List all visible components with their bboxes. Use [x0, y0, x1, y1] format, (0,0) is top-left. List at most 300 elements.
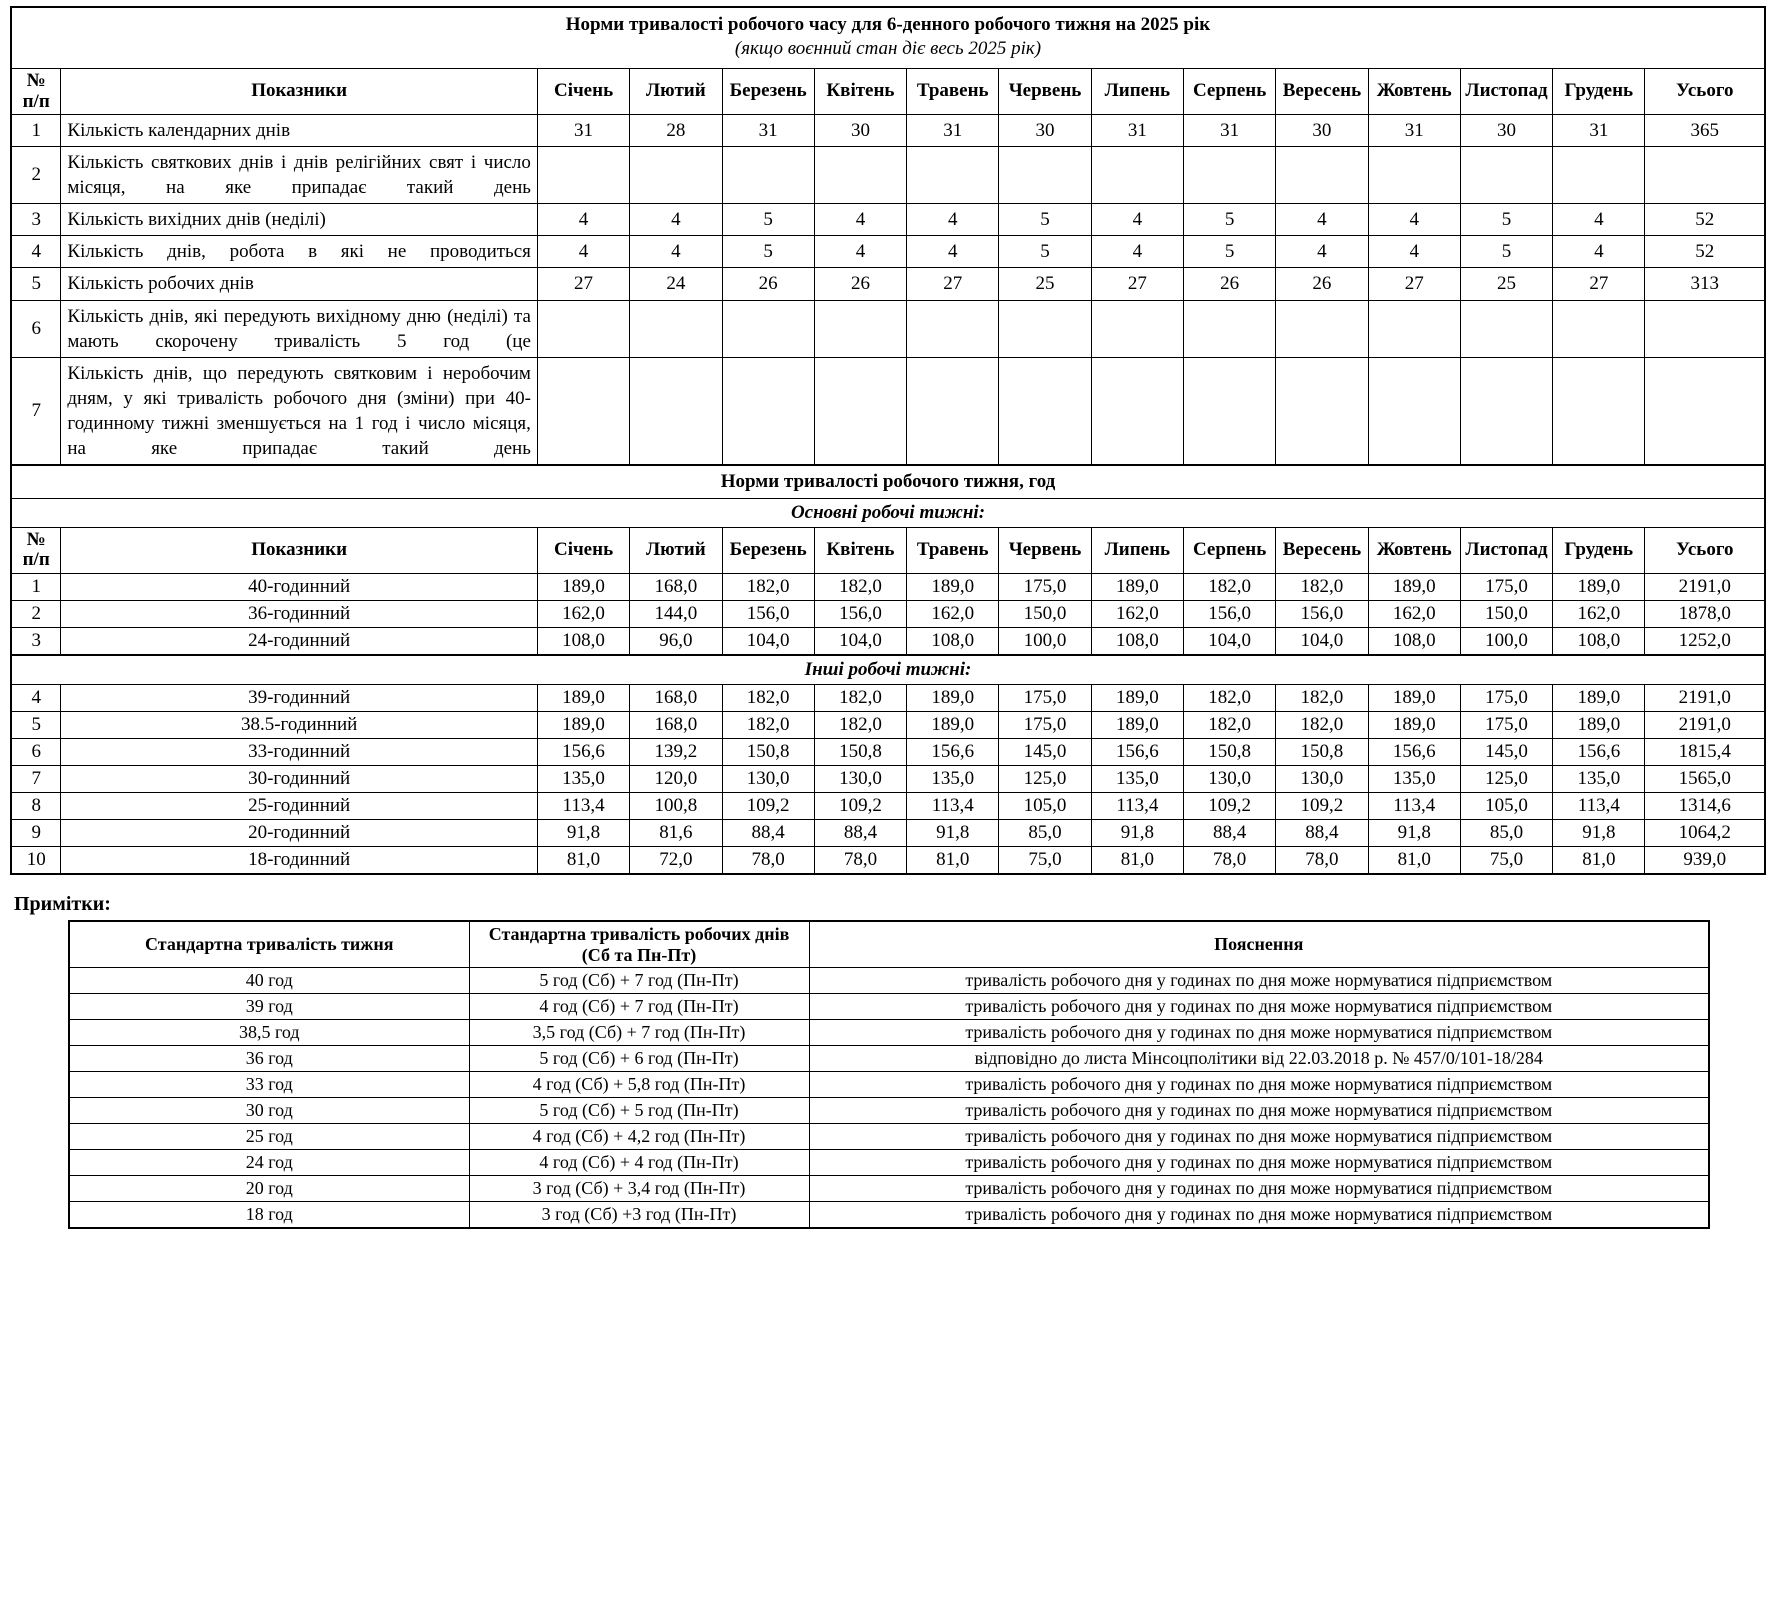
table2-cell-month-2: 144,0 [630, 601, 722, 628]
table2-cell-month-11: 75,0 [1460, 847, 1552, 875]
table1-cell-month-10: 31 [1368, 115, 1460, 147]
table2-cell-month-12: 81,0 [1553, 847, 1645, 875]
notes-table [68, 920, 1710, 1229]
table2-row-indicator: 30-годинний [61, 766, 538, 793]
table2-cell-month-9: 130,0 [1276, 766, 1368, 793]
notes-explanation: відповідно до листа Мінсоцполітики від 22.03.2018 р. № 457/0/101-18/284 [809, 1046, 1709, 1072]
notes-day-length: 3 год (Сб) +3 год (Пн-Пт) [469, 1202, 809, 1229]
table2-cell-month-9: 78,0 [1276, 847, 1368, 875]
table-row [11, 115, 1765, 147]
table2-cell-month-12: 113,4 [1553, 793, 1645, 820]
table2-cell-month-1: 113,4 [537, 793, 629, 820]
table1-cell-month-10: 4 [1368, 236, 1460, 268]
table-row [11, 766, 1765, 793]
table1-cell-month-11: 5 [1460, 236, 1552, 268]
table2-cell-total: 2191,0 [1645, 574, 1765, 601]
table2-cell-month-8: 182,0 [1183, 685, 1275, 712]
notes-week-length: 25 год [69, 1124, 469, 1150]
notes-week-length: 33 год [69, 1072, 469, 1098]
table2-cell-month-12: 91,8 [1553, 820, 1645, 847]
table1-cell-month-9 [1276, 300, 1368, 357]
table2-cell-month-8: 182,0 [1183, 574, 1275, 601]
notes-week-length: 20 год [69, 1176, 469, 1202]
table2-cell-month-7: 189,0 [1091, 574, 1183, 601]
table2-cell-month-10: 189,0 [1368, 712, 1460, 739]
table2-row-num: 2 [11, 601, 61, 628]
section-title-row [11, 465, 1765, 499]
table2-cell-month-8: 109,2 [1183, 793, 1275, 820]
table1-cell-month-8: 31 [1183, 115, 1275, 147]
table2-cell-month-3: 182,0 [722, 574, 814, 601]
table2-cell-total: 1878,0 [1645, 601, 1765, 628]
table2-cell-month-3: 182,0 [722, 685, 814, 712]
notes-explanation: тривалість робочого дня у годинах по дня може нормуватися підприємством [809, 1202, 1709, 1229]
table2-cell-month-10: 135,0 [1368, 766, 1460, 793]
table1-row-num: 6 [11, 300, 61, 357]
notes-explanation: тривалість робочого дня у годинах по дня може нормуватися підприємством [809, 1150, 1709, 1176]
notes-row [69, 1176, 1709, 1202]
table2-cell-month-6: 105,0 [999, 793, 1091, 820]
table2-col-month-7: Липень [1091, 527, 1183, 573]
table1-cell-month-7 [1091, 357, 1183, 465]
table2-cell-month-10: 81,0 [1368, 847, 1460, 875]
table2-cell-month-7: 113,4 [1091, 793, 1183, 820]
table2-cell-month-11: 175,0 [1460, 712, 1552, 739]
table2-row-indicator: 33-годинний [61, 739, 538, 766]
notes-row [69, 1150, 1709, 1176]
table2-cell-month-2: 120,0 [630, 766, 722, 793]
table2-cell-month-5: 189,0 [907, 574, 999, 601]
table2-cell-month-4: 88,4 [814, 820, 906, 847]
table2-cell-month-3: 78,0 [722, 847, 814, 875]
table1-cell-month-2: 28 [630, 115, 722, 147]
table2-cell-month-2: 168,0 [630, 712, 722, 739]
table1-cell-month-11 [1460, 357, 1552, 465]
notes-day-length: 5 год (Сб) + 5 год (Пн-Пт) [469, 1098, 809, 1124]
notes-day-length: 3 год (Сб) + 3,4 год (Пн-Пт) [469, 1176, 809, 1202]
table2-cell-month-4: 182,0 [814, 574, 906, 601]
table2-row-indicator: 39-годинний [61, 685, 538, 712]
table2-cell-month-4: 109,2 [814, 793, 906, 820]
table2-cell-month-6: 175,0 [999, 574, 1091, 601]
table-row [11, 739, 1765, 766]
table1-row-num: 4 [11, 236, 61, 268]
table1-cell-month-11 [1460, 300, 1552, 357]
table1-cell-month-1: 31 [537, 115, 629, 147]
table2-row-num: 10 [11, 847, 61, 875]
document-title-row [11, 7, 1765, 38]
table1-cell-month-8: 5 [1183, 236, 1275, 268]
table1-cell-month-1 [537, 357, 629, 465]
table1-col-month-2: Лютий [630, 69, 722, 115]
table2-cell-month-10: 189,0 [1368, 574, 1460, 601]
table1-col-month-1: Січень [537, 69, 629, 115]
table2-cell-month-4: 130,0 [814, 766, 906, 793]
table2-cell-month-8: 182,0 [1183, 712, 1275, 739]
table1-cell-month-4 [814, 147, 906, 204]
table1-col-month-10: Жовтень [1368, 69, 1460, 115]
section-subtitle-other-row [11, 655, 1765, 685]
table2-row-num: 1 [11, 574, 61, 601]
table1-col-total: Усього [1645, 69, 1765, 115]
table2-row-indicator: 38.5-годинний [61, 712, 538, 739]
table2-cell-month-5: 135,0 [907, 766, 999, 793]
table2-row-indicator: 40-годинний [61, 574, 538, 601]
table2-cell-month-4: 150,8 [814, 739, 906, 766]
table2-col-month-10: Жовтень [1368, 527, 1460, 573]
table1-cell-month-5 [907, 300, 999, 357]
table2-cell-month-12: 135,0 [1553, 766, 1645, 793]
page-subtitle: (якщо воєнний стан діє весь 2025 рік) [734, 38, 1042, 59]
table1-row-num: 5 [11, 268, 61, 300]
table1-cell-month-4 [814, 357, 906, 465]
table-row [11, 712, 1765, 739]
table2-cell-month-6: 100,0 [999, 628, 1091, 656]
table1-cell-month-7: 4 [1091, 204, 1183, 236]
table2-cell-month-8: 130,0 [1183, 766, 1275, 793]
table2-cell-month-3: 156,0 [722, 601, 814, 628]
table2-cell-month-12: 189,0 [1553, 574, 1645, 601]
table2-cell-total: 2191,0 [1645, 685, 1765, 712]
table1-row-num: 3 [11, 204, 61, 236]
table2-cell-month-3: 104,0 [722, 628, 814, 656]
table2-col-num: № п/п [11, 527, 61, 573]
table1-col-month-4: Квітень [814, 69, 906, 115]
table2-cell-month-1: 156,6 [537, 739, 629, 766]
table1-cell-month-9: 4 [1276, 204, 1368, 236]
table2-cell-month-6: 85,0 [999, 820, 1091, 847]
page-title: Норми тривалості робочого часу для 6-денного робочого тижня на 2025 рік [565, 14, 1211, 35]
table-row [11, 820, 1765, 847]
table2-cell-month-9: 104,0 [1276, 628, 1368, 656]
table2-cell-month-12: 189,0 [1553, 712, 1645, 739]
table1-col-month-11: Листопад [1460, 69, 1552, 115]
table2-col-month-3: Березень [722, 527, 814, 573]
table2-col-month-11: Листопад [1460, 527, 1552, 573]
table2-cell-month-1: 135,0 [537, 766, 629, 793]
table1-col-month-12: Грудень [1553, 69, 1645, 115]
table2-row-num: 4 [11, 685, 61, 712]
table-row [11, 236, 1765, 268]
table1-cell-month-6 [999, 147, 1091, 204]
table-row [11, 357, 1765, 465]
table2-cell-month-2: 100,8 [630, 793, 722, 820]
table2-cell-month-5: 189,0 [907, 685, 999, 712]
table-row [11, 268, 1765, 300]
table1-cell-month-3 [722, 357, 814, 465]
table-row [11, 793, 1765, 820]
notes-day-length: 5 год (Сб) + 7 год (Пн-Пт) [469, 968, 809, 994]
table2-cell-total: 1815,4 [1645, 739, 1765, 766]
table2-cell-month-7: 156,6 [1091, 739, 1183, 766]
notes-week-length: 38,5 год [69, 1020, 469, 1046]
table2-cell-month-11: 105,0 [1460, 793, 1552, 820]
table1-row-indicator: Кількість святкових днів і днів релігійних свят і число місяця, на яке припадає такий день [61, 147, 538, 204]
table2-cell-month-10: 108,0 [1368, 628, 1460, 656]
table2-col-month-4: Квітень [814, 527, 906, 573]
table2-cell-total: 2191,0 [1645, 712, 1765, 739]
table2-cell-month-5: 113,4 [907, 793, 999, 820]
table-row [11, 628, 1765, 656]
table2-cell-month-5: 189,0 [907, 712, 999, 739]
table1-cell-month-12 [1553, 147, 1645, 204]
table2-cell-month-3: 109,2 [722, 793, 814, 820]
notes-day-length: 4 год (Сб) + 7 год (Пн-Пт) [469, 994, 809, 1020]
table1-cell-total [1645, 357, 1765, 465]
table2-cell-month-8: 156,0 [1183, 601, 1275, 628]
table1-cell-month-9: 4 [1276, 236, 1368, 268]
table1-cell-month-3: 31 [722, 115, 814, 147]
table2-cell-month-11: 145,0 [1460, 739, 1552, 766]
table2-cell-month-6: 75,0 [999, 847, 1091, 875]
table2-cell-month-6: 125,0 [999, 766, 1091, 793]
table1-cell-month-12: 4 [1553, 236, 1645, 268]
table1-cell-month-5: 4 [907, 236, 999, 268]
table1-cell-total [1645, 147, 1765, 204]
table1-cell-month-10 [1368, 357, 1460, 465]
table1-col-num: № п/п [11, 69, 61, 115]
table2-cell-month-1: 189,0 [537, 712, 629, 739]
notes-explanation: тривалість робочого дня у годинах по дня може нормуватися підприємством [809, 1072, 1709, 1098]
table2-header-row [11, 527, 1765, 573]
table2-cell-month-5: 108,0 [907, 628, 999, 656]
notes-week-length: 39 год [69, 994, 469, 1020]
table2-row-num: 3 [11, 628, 61, 656]
table1-cell-month-5 [907, 147, 999, 204]
table1-cell-total: 365 [1645, 115, 1765, 147]
table2-cell-month-11: 175,0 [1460, 685, 1552, 712]
table1-cell-month-8: 5 [1183, 204, 1275, 236]
notes-week-length: 24 год [69, 1150, 469, 1176]
table1-row-indicator: Кількість днів, робота в які не проводиться [61, 236, 538, 268]
table2-cell-month-4: 182,0 [814, 685, 906, 712]
notes-explanation: тривалість робочого дня у годинах по дня може нормуватися підприємством [809, 1098, 1709, 1124]
table1-cell-month-11 [1460, 147, 1552, 204]
table1-cell-month-7: 27 [1091, 268, 1183, 300]
table2-cell-month-8: 88,4 [1183, 820, 1275, 847]
table2-cell-month-2: 96,0 [630, 628, 722, 656]
table1-cell-month-1: 4 [537, 204, 629, 236]
table2-cell-month-2: 81,6 [630, 820, 722, 847]
table2-cell-month-11: 100,0 [1460, 628, 1552, 656]
table2-cell-month-9: 109,2 [1276, 793, 1368, 820]
table-row [11, 204, 1765, 236]
table2-cell-month-10: 156,6 [1368, 739, 1460, 766]
table2-cell-month-7: 91,8 [1091, 820, 1183, 847]
notes-day-length: 4 год (Сб) + 4 год (Пн-Пт) [469, 1150, 809, 1176]
table2-cell-month-9: 156,0 [1276, 601, 1368, 628]
table2-cell-month-7: 162,0 [1091, 601, 1183, 628]
table1-cell-month-2: 4 [630, 204, 722, 236]
notes-label: Примітки: [14, 893, 111, 915]
table2-cell-month-2: 168,0 [630, 574, 722, 601]
table1-cell-month-9: 26 [1276, 268, 1368, 300]
table2-col-month-2: Лютий [630, 527, 722, 573]
table1-cell-month-9 [1276, 147, 1368, 204]
table2-cell-month-7: 189,0 [1091, 712, 1183, 739]
table2-cell-month-12: 156,6 [1553, 739, 1645, 766]
table1-cell-month-2: 4 [630, 236, 722, 268]
table1-cell-month-5: 31 [907, 115, 999, 147]
table-row [11, 685, 1765, 712]
table1-cell-total: 52 [1645, 236, 1765, 268]
table2-cell-month-1: 189,0 [537, 685, 629, 712]
table1-cell-month-3 [722, 300, 814, 357]
table2-row-num: 8 [11, 793, 61, 820]
table2-cell-month-1: 81,0 [537, 847, 629, 875]
table1-cell-month-5: 4 [907, 204, 999, 236]
table2-cell-total: 1565,0 [1645, 766, 1765, 793]
table1-cell-month-6: 5 [999, 204, 1091, 236]
notes-row [69, 1202, 1709, 1229]
table1-col-indicator: Показники [61, 69, 538, 115]
table1-cell-month-10: 4 [1368, 204, 1460, 236]
table1-cell-month-7: 4 [1091, 236, 1183, 268]
table2-cell-month-4: 156,0 [814, 601, 906, 628]
table2-cell-month-1: 162,0 [537, 601, 629, 628]
notes-col-2: Стандартна тривалість робочих днів (Сб та Пн-Пт) [469, 921, 809, 968]
notes-row [69, 1124, 1709, 1150]
notes-row [69, 1098, 1709, 1124]
table2-row-indicator: 20-годинний [61, 820, 538, 847]
table1-cell-month-3 [722, 147, 814, 204]
table1-cell-month-12 [1553, 357, 1645, 465]
table2-cell-month-6: 150,0 [999, 601, 1091, 628]
table2-cell-month-4: 104,0 [814, 628, 906, 656]
table1-cell-month-6 [999, 300, 1091, 357]
section-title: Норми тривалості робочого тижня, год [11, 465, 1765, 499]
table1-col-month-9: Вересень [1276, 69, 1368, 115]
table2-cell-month-8: 150,8 [1183, 739, 1275, 766]
table1-cell-month-3: 5 [722, 204, 814, 236]
notes-row [69, 968, 1709, 994]
table2-row-indicator: 25-годинний [61, 793, 538, 820]
notes-col-1: Стандартна тривалість тижня [69, 921, 469, 968]
table2-cell-total: 1064,2 [1645, 820, 1765, 847]
table1-cell-month-11: 25 [1460, 268, 1552, 300]
table1-row-indicator: Кількість календарних днів [61, 115, 538, 147]
table1-row-num: 2 [11, 147, 61, 204]
table2-cell-month-4: 78,0 [814, 847, 906, 875]
notes-col-3: Пояснення [809, 921, 1709, 968]
table1-row-num: 7 [11, 357, 61, 465]
table-row [11, 300, 1765, 357]
table1-cell-month-10 [1368, 147, 1460, 204]
table1-cell-month-12 [1553, 300, 1645, 357]
table2-cell-month-9: 182,0 [1276, 712, 1368, 739]
table1-cell-month-1: 4 [537, 236, 629, 268]
table-row [11, 847, 1765, 875]
table1-row-indicator: Кількість робочих днів [61, 268, 538, 300]
table2-cell-month-6: 145,0 [999, 739, 1091, 766]
table1-col-month-6: Червень [999, 69, 1091, 115]
notes-explanation: тривалість робочого дня у годинах по дня може нормуватися підприємством [809, 994, 1709, 1020]
table1-cell-month-7: 31 [1091, 115, 1183, 147]
table1-cell-month-11: 30 [1460, 115, 1552, 147]
table2-cell-month-10: 113,4 [1368, 793, 1460, 820]
table1-col-month-5: Травень [907, 69, 999, 115]
table1-cell-month-3: 26 [722, 268, 814, 300]
table2-cell-month-10: 189,0 [1368, 685, 1460, 712]
table1-cell-month-10: 27 [1368, 268, 1460, 300]
notes-explanation: тривалість робочого дня у годинах по дня може нормуватися підприємством [809, 1020, 1709, 1046]
notes-week-length: 36 год [69, 1046, 469, 1072]
table2-cell-month-5: 91,8 [907, 820, 999, 847]
table1-cell-month-4 [814, 300, 906, 357]
table2-col-month-8: Серпень [1183, 527, 1275, 573]
table1-cell-month-1: 27 [537, 268, 629, 300]
table2-cell-month-5: 162,0 [907, 601, 999, 628]
table1-cell-month-4: 4 [814, 204, 906, 236]
table2-cell-month-11: 125,0 [1460, 766, 1552, 793]
notes-row [69, 1020, 1709, 1046]
table2-col-month-9: Вересень [1276, 527, 1368, 573]
table2-cell-month-3: 182,0 [722, 712, 814, 739]
notes-week-length: 30 год [69, 1098, 469, 1124]
table2-col-month-6: Червень [999, 527, 1091, 573]
notes-row [69, 1072, 1709, 1098]
table1-cell-month-4: 4 [814, 236, 906, 268]
document-subtitle-row [11, 38, 1765, 69]
table1-col-month-8: Серпень [1183, 69, 1275, 115]
table1-row-indicator: Кількість днів, що передують святковим і неробочим дням, у які тривалість робочого дня (зміни) при 40-годинному тижні зменшується на 1 год і число місяця, на яке припадає такий день [61, 357, 538, 465]
notes-header-row [69, 921, 1709, 968]
notes-row [69, 994, 1709, 1020]
notes-day-length: 3,5 год (Сб) + 7 год (Пн-Пт) [469, 1020, 809, 1046]
table2-cell-total: 939,0 [1645, 847, 1765, 875]
table1-cell-month-6: 25 [999, 268, 1091, 300]
table2-cell-month-12: 189,0 [1553, 685, 1645, 712]
table1-cell-month-1 [537, 300, 629, 357]
table2-row-num: 7 [11, 766, 61, 793]
notes-day-length: 4 год (Сб) + 5,8 год (Пн-Пт) [469, 1072, 809, 1098]
table1-cell-month-3: 5 [722, 236, 814, 268]
table1-cell-month-4: 30 [814, 115, 906, 147]
table2-cell-month-3: 130,0 [722, 766, 814, 793]
table2-cell-month-9: 182,0 [1276, 685, 1368, 712]
table1-cell-month-8 [1183, 147, 1275, 204]
table1-col-month-7: Липень [1091, 69, 1183, 115]
table2-cell-month-10: 91,8 [1368, 820, 1460, 847]
table2-row-indicator: 36-годинний [61, 601, 538, 628]
table2-cell-month-5: 81,0 [907, 847, 999, 875]
table2-cell-month-1: 108,0 [537, 628, 629, 656]
table2-cell-month-7: 135,0 [1091, 766, 1183, 793]
table2-col-month-12: Грудень [1553, 527, 1645, 573]
table2-col-month-5: Травень [907, 527, 999, 573]
table2-cell-month-3: 150,8 [722, 739, 814, 766]
table-row [11, 601, 1765, 628]
table1-cell-month-12: 27 [1553, 268, 1645, 300]
work-time-norms-table [10, 6, 1766, 875]
table2-row-indicator: 24-годинний [61, 628, 538, 656]
table2-cell-month-5: 156,6 [907, 739, 999, 766]
table1-cell-total [1645, 300, 1765, 357]
table2-col-total: Усього [1645, 527, 1765, 573]
table-row [11, 147, 1765, 204]
notes-week-length: 40 год [69, 968, 469, 994]
table2-cell-month-7: 81,0 [1091, 847, 1183, 875]
table2-cell-month-9: 88,4 [1276, 820, 1368, 847]
table1-cell-total: 52 [1645, 204, 1765, 236]
table1-cell-month-2 [630, 357, 722, 465]
table2-cell-month-7: 108,0 [1091, 628, 1183, 656]
table2-cell-month-4: 182,0 [814, 712, 906, 739]
table2-cell-month-9: 182,0 [1276, 574, 1368, 601]
section-subtitle-main-row [11, 498, 1765, 527]
table1-cell-month-7 [1091, 147, 1183, 204]
table2-cell-total: 1314,6 [1645, 793, 1765, 820]
